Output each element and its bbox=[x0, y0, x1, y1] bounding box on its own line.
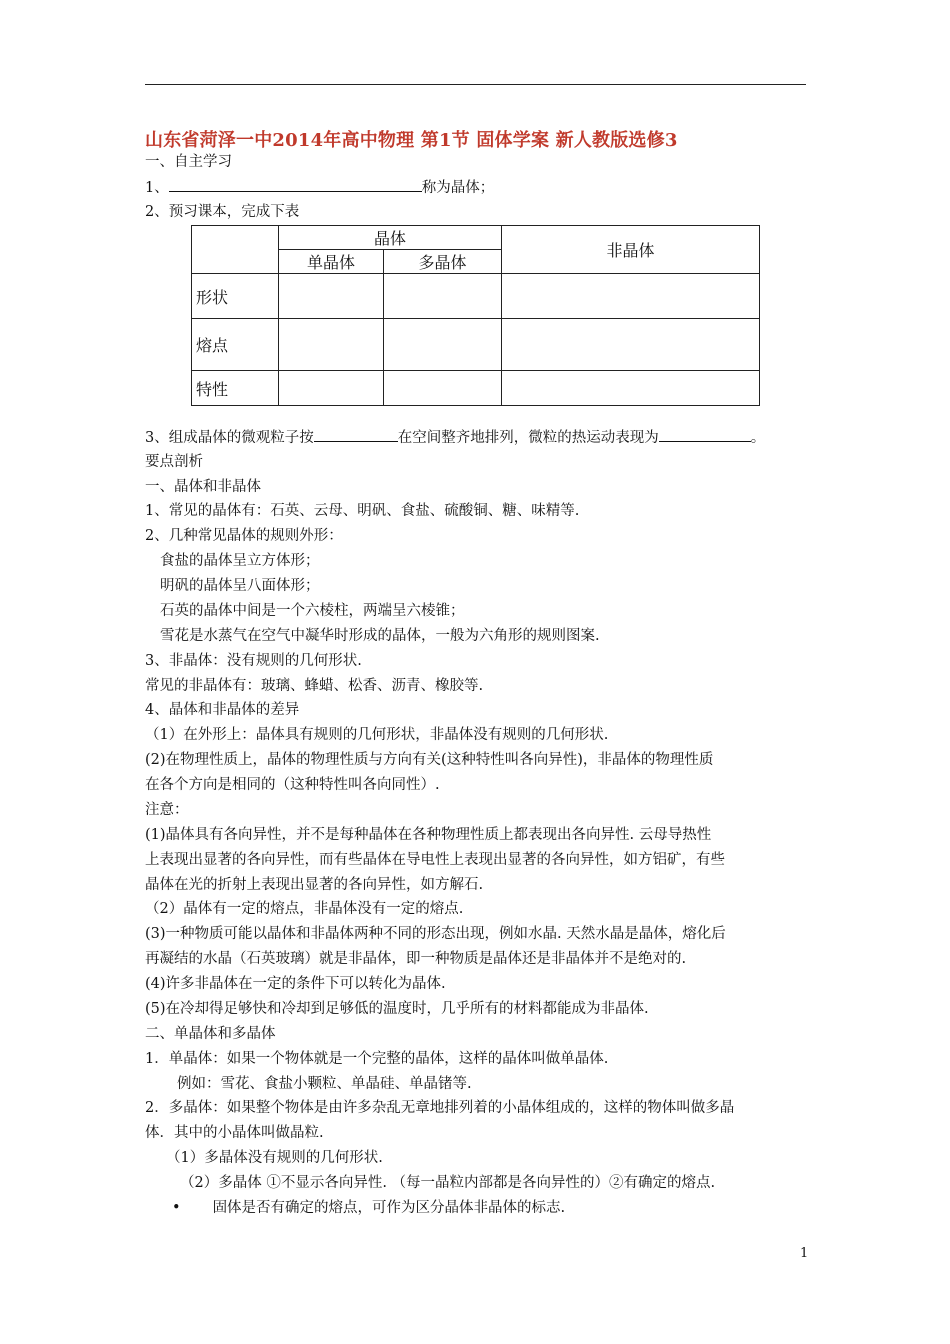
section-heading: 二、单晶体和多晶体 bbox=[145, 1026, 276, 1042]
body-line: 体．其中的小晶体叫做晶粒. bbox=[145, 1125, 324, 1141]
header-single-crystal: 单晶体 bbox=[279, 250, 384, 274]
question-text: 3、组成晶体的微观粒子按 bbox=[145, 430, 314, 446]
body-line: 4、晶体和非晶体的差异 bbox=[145, 702, 300, 718]
table-cell bbox=[279, 371, 384, 406]
bullet-icon: • bbox=[172, 1200, 181, 1216]
body-line: 食盐的晶体呈立方体形； bbox=[160, 553, 320, 569]
table-cell bbox=[502, 319, 760, 371]
question-text: 。 bbox=[750, 430, 766, 446]
table-cell bbox=[279, 274, 384, 319]
body-line: （2）晶体有一定的熔点，非晶体没有一定的熔点. bbox=[145, 901, 464, 917]
question-text: 称为晶体； bbox=[421, 180, 495, 196]
body-line: 2、几种常见晶体的规则外形： bbox=[145, 528, 343, 544]
body-line: (2)在物理性质上，晶体的物理性质与方向有关(这种特性叫各向异性)，非晶体的物理性质 bbox=[145, 752, 714, 768]
table-cell bbox=[384, 371, 502, 406]
body-line: 2．多晶体：如果整个物体是由许多杂乱无章地排列着的小晶体组成的，这样的物体叫做多晶 bbox=[145, 1100, 735, 1116]
table-cell bbox=[502, 371, 760, 406]
table-cell bbox=[279, 319, 384, 371]
body-line: 例如：雪花、食盐小颗粒、单晶硅、单晶锗等. bbox=[177, 1076, 472, 1092]
body-line: (4)许多非晶体在一定的条件下可以转化为晶体. bbox=[145, 976, 446, 992]
body-line: 3、非晶体：没有规则的几何形状. bbox=[145, 653, 362, 669]
body-line: 1．单晶体：如果一个物体就是一个完整的晶体，这样的晶体叫做单晶体. bbox=[145, 1051, 609, 1067]
fill-blank bbox=[659, 425, 751, 442]
body-line: 在各个方向是相同的（这种特性叫各向同性）. bbox=[145, 777, 440, 793]
body-line: (5)在冷却得足够快和冷却到足够低的温度时，几乎所有的材料都能成为非晶体. bbox=[145, 1001, 649, 1017]
table-cell bbox=[384, 319, 502, 371]
body-line: 注意： bbox=[145, 802, 189, 818]
table-cell bbox=[384, 274, 502, 319]
body-line: （1）多晶体没有规则的几何形状. bbox=[166, 1150, 383, 1166]
bullet-text: 固体是否有确定的熔点，可作为区分晶体非晶体的标志. bbox=[212, 1200, 566, 1216]
row-label-melting-point: 熔点 bbox=[192, 319, 279, 371]
question-text: 在空间整齐地排列，微粒的热运动表现为 bbox=[397, 430, 659, 446]
question-2: 2、预习课本，完成下表 bbox=[145, 204, 300, 220]
body-line: 常见的非晶体有：玻璃、蜂蜡、松香、沥青、橡胶等. bbox=[145, 678, 484, 694]
table-corner-cell bbox=[192, 226, 279, 274]
body-line: （1）在外形上：晶体具有规则的几何形状，非晶体没有规则的几何形状. bbox=[145, 727, 609, 743]
question-1 bbox=[145, 175, 494, 200]
body-line: (1)晶体具有各向异性，并不是每种晶体在各种物理性质上都表现出各向异性. 云母导热性 bbox=[145, 827, 712, 843]
header-polycrystal: 多晶体 bbox=[384, 250, 502, 274]
document-title: 山东省菏泽一中2014年高中物理 第1节 固体学案 新人教版选修3 bbox=[145, 130, 678, 151]
body-line: （2）多晶体 ①不显示各向异性. （每一晶粒内部都是各向异性的）②有确定的熔点. bbox=[180, 1175, 716, 1191]
body-line: 上表现出显著的各向异性，而有些晶体在导电性上表现出显著的各向异性，如方铝矿，有些 bbox=[145, 852, 725, 868]
crystal-comparison-table bbox=[191, 225, 760, 406]
page-number: 1 bbox=[800, 1246, 809, 1261]
header-amorphous: 非晶体 bbox=[502, 226, 760, 274]
header-rule bbox=[145, 84, 806, 85]
body-line: 1、常见的晶体有：石英、云母、明矾、食盐、硫酸铜、糖、味精等. bbox=[145, 503, 580, 519]
body-line: 再凝结的水晶（石英玻璃）就是非晶体，即一种物质是晶体还是非晶体并不是绝对的. bbox=[145, 951, 687, 967]
body-line: (3)一种物质可能以晶体和非晶体两种不同的形态出现，例如水晶. 天然水晶是晶体，熔化后 bbox=[145, 926, 726, 942]
body-line: 雪花是水蒸气在空气中凝华时形成的晶体，一般为六角形的规则图案. bbox=[160, 628, 600, 644]
bullet-line bbox=[172, 1196, 565, 1220]
section-heading: 要点剖析 bbox=[145, 454, 203, 470]
section-heading: 一、晶体和非晶体 bbox=[145, 479, 261, 495]
fill-blank bbox=[314, 425, 398, 442]
row-label-shape: 形状 bbox=[192, 274, 279, 319]
question-3 bbox=[145, 425, 765, 450]
fill-blank bbox=[169, 175, 422, 192]
table-cell bbox=[502, 274, 760, 319]
section-heading: 一、自主学习 bbox=[145, 154, 232, 170]
body-line: 晶体在光的折射上表现出显著的各向异性，如方解石. bbox=[145, 877, 484, 893]
question-number: 1、 bbox=[145, 180, 169, 196]
body-line: 明矾的晶体呈八面体形； bbox=[160, 578, 320, 594]
header-crystal: 晶体 bbox=[279, 226, 502, 250]
body-line: 石英的晶体中间是一个六棱柱，两端呈六棱锥； bbox=[160, 603, 465, 619]
row-label-property: 特性 bbox=[192, 371, 279, 406]
